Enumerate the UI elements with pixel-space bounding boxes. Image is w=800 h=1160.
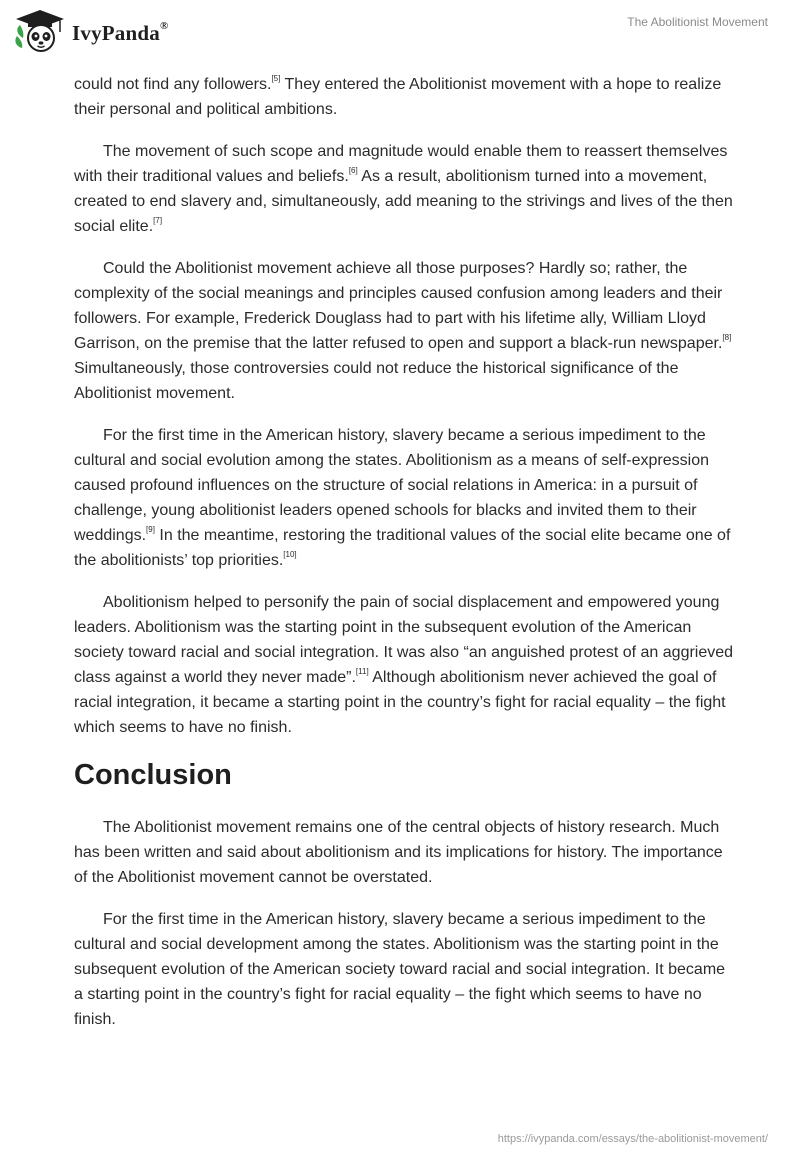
paragraph-3: Could the Abolitionist movement achieve all those purposes? Hardly so; rather, the complexity of the social meanings and principles caused confusion among leaders and their followers. For example, Frederick Douglass had to part with his lifetime ally, William Lloyd Garrison, on the premise that the latter refused to open and support a black-run newspaper.[8] Simultaneously, those controversies could not reduce the historical significance of the Abolitionist movement. [74,260,732,402]
footnote-ref-9[interactable]: [9] [146,524,155,534]
footnote-ref-11[interactable]: [11] [355,666,369,676]
source-url[interactable]: https://ivypanda.com/essays/the-abolitionist-movement/ [497,1133,768,1145]
paragraph-7: For the first time in the American history, slavery became a serious impediment to the cultural and social development among the states. Abolitionism was the starting point in the subsequent evolution of the American society toward racial and social integration. It became a starting point in the country’s fight for racial equality – the fight which seems to have no finish. [74,911,726,1028]
footnote-ref-5[interactable]: [5] [271,73,281,83]
conclusion-heading: Conclusion [74,759,232,791]
footnote-ref-8[interactable]: [8] [722,332,732,342]
paragraph-6: The Abolitionist movement remains one of the central objects of history research. Much has been written and said about abolitionism and its implications for history. The importance of the Abolitionist movement cannot be overstated. [74,819,723,886]
essay-content [74,72,734,1049]
footnote-ref-7[interactable]: [7] [153,215,163,225]
paragraph-1: could not find any followers.[5] They entered the Abolitionist movement with a hope to realize their personal and political ambitions. [74,73,722,118]
ivypanda-logo[interactable] [14,8,168,54]
footnote-ref-6[interactable]: [6] [348,165,358,175]
paragraph-5: Abolitionism helped to personify the pain of social displacement and empowered young leaders. Abolitionism was the starting point in the subsequent evolution of the American society toward racial and social integration. It was also “an anguished protest of an aggrieved class against a world they never made”.[11] Although abolitionism never achieved the goal of racial integration, it became a starting point in the country’s fight for racial equality – the fight which seems to have no finish. [74,594,734,736]
panda-graduate-icon [14,8,66,54]
document-title: The Abolitionist Movement [627,15,768,29]
paragraph-2: The movement of such scope and magnitude would enable them to reassert themselves with their traditional values and beliefs.[6] As a result, abolitionism turned into a movement, created to end slavery and, simultaneously, add meaning to the strivings and lives of the then social elite.[7] [74,143,733,235]
paragraph-4: For the first time in the American history, slavery became a serious impediment to the cultural and social evolution among the states. Abolitionism as a means of self-expression caused profound influences on the structure of social relations in America: in a pursuit of challenge, young abolitionist leaders opened schools for blacks and invited them to their weddings.[9] In the meantime, restoring the traditional values of the social elite became one of the abolitionists’ top priorities.[10] [74,427,731,569]
page-header [0,0,800,70]
footnote-ref-10[interactable]: [10] [283,549,297,559]
brand-name: IvyPanda® [72,19,169,45]
